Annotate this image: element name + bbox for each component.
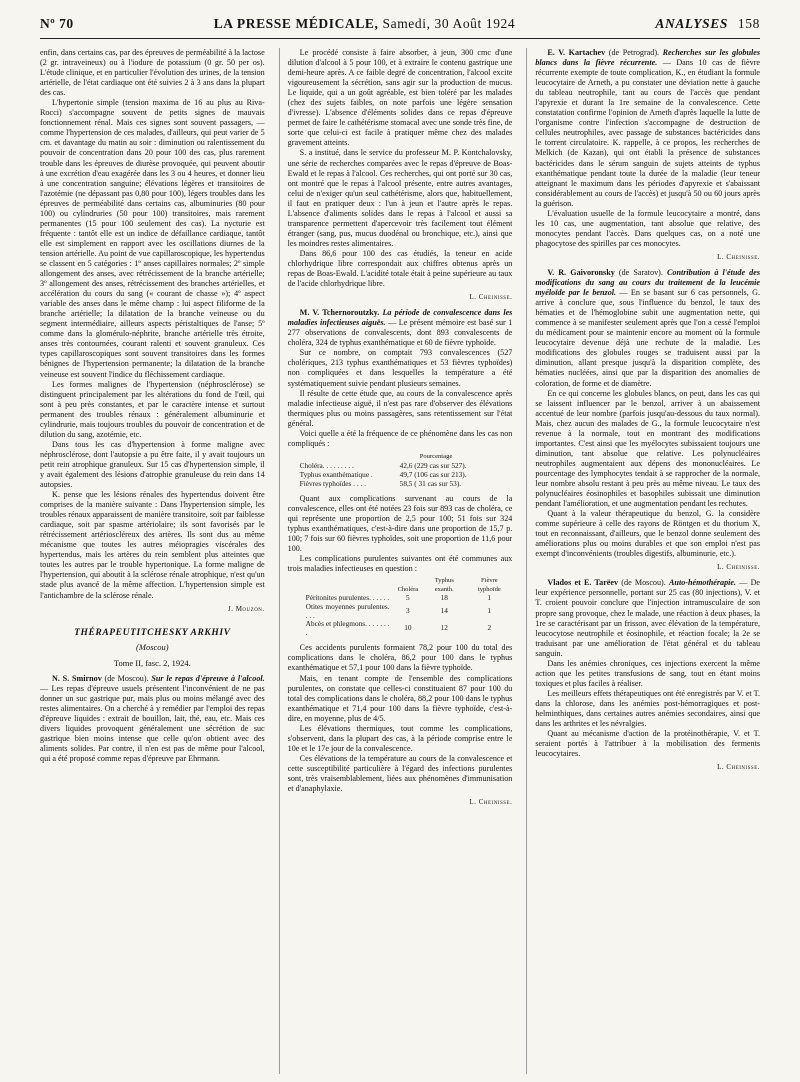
- issue-date: Samedi, 30 Août 1924: [382, 16, 516, 31]
- column-header: Fièvre typhoïde: [477, 577, 501, 593]
- article-gaivoronsky: [535, 268, 760, 389]
- page-header: [40, 16, 760, 39]
- complications-table: [302, 577, 513, 637]
- paragraph: En ce qui concerne les globules blancs, on peut, dans les cas qui se laissent influencer par le benzol, arriver à un abaissement accentué de leur nombre (parfois jusqu'au-dessous du taux normal). Mais, chez aucun des malades de G., la formule leucocytaire n'est revenue à la normale, tout en montrant des modifications importantes. C'est ainsi que les myélocytes subissaient toujours une diminution, tant absolue que relative. Les polynucléaires neutrophiles augmentaient aux dépens des mononucléaires. Le pourcentage des lymphocytes tendait à se rapprocher de la normale, leur nombre absolu restant à peu près au même niveau. Le taux des polynucléaires éosinophiles et basophiles subissait une diminution pendant l'amélioration, et une augmentation pendant les rechutes.: [535, 388, 761, 509]
- article-text: — Les repas d'épreuve usuels présentent l'inconvénient de ne pas donner un suc gastrique pur, mais plus ou moins mélangé avec des restes alimentaires. On a cherché à y remédier par l'emploi des repas d'épreuve liquides : extrait de bouillon, lait, thé, eau, etc. Mais ces divers liquides provoquent généralement une sécrétion de suc gastrique bien moins intense que celle qu'on obtient avec des aliments solides. Par contre, il n'en est pas de même pour l'alcool, qui a été proposé comme repas d'épreuve par Ehrmann.: [40, 683, 265, 764]
- paragraph: Sur ce nombre, on comptait 793 convalescences (527 choléríques, 213 typhus exanthématiques et 53 fièvres typhoïdes) non compliquées et dans lesquelles la température a été systématiquement suivie pendant plusieurs semaines.: [287, 348, 513, 388]
- page-number: 158: [737, 16, 760, 31]
- table-cell: 14: [440, 606, 448, 616]
- table-row: [302, 603, 513, 620]
- paragraph: Les formes malignes de l'hypertension (néphrosclérose) se distinguent principalement par les altérations du fond de l'œil, qui sont à peu près constantes, et par le caractère intense et surtout permanent des troubles rénaux : généralement albuminurie et cylindrurie, mais toujours troubles du pouvoir de concentration et de dilution du sang, azotémie, etc.: [40, 379, 265, 439]
- article-smirnov: [40, 674, 265, 764]
- paragraph: Dans 86,6 pour 100 des cas étudiés, la teneur en acide chlorhydrique libre correspondait aux chiffres obtenus après un repas de Boas-Ewald. L'acidité totale était à peine supérieure au taux de l'acide chlorhydrique libre.: [287, 248, 513, 289]
- paragraph: Quant aux complications survenant au cours de la convalescence, elles ont été notées 23 fois sur 893 cas de choléra, ce qui représente une proportion de 2,5 pour 100; 51 fois sur 324 typhus exanthématiques, c'est-à-dire dans une proportion de 15,7 p. 100; 7 fois sur 60 fièvres typhoïdes, soit une proportion de 11,6 pour 100.: [287, 493, 513, 554]
- journal-name: LA PRESSE MÉDICALE,: [213, 16, 379, 31]
- column-2: [279, 48, 513, 1074]
- table-row: [302, 620, 513, 637]
- journal-heading: THÉRAPEUTITCHESKY ARKHIV: [74, 627, 231, 638]
- article-text: — Le présent mémoire est basé sur 1 277 observations de convalescents, dont 893 convalescents de choléra, 324 de typhus exanthématique et 60 de fièvre typhoïde.: [287, 318, 513, 348]
- signature: L. Cheinisse.: [717, 252, 761, 261]
- table-row: [300, 479, 513, 488]
- signature: L. Cheinisse.: [469, 798, 513, 807]
- section-header: [655, 16, 760, 32]
- article-vlados: [535, 578, 760, 658]
- signature: J. Mouzon.: [227, 604, 265, 613]
- article-author: M. V. Tchernoroutzky.: [299, 308, 380, 318]
- paragraph: Les complications purulentes suivantes ont été communes aux trois maladies infectieuses en question :: [287, 554, 513, 574]
- column-header: Typhus exanth.: [434, 577, 454, 593]
- paragraph: S. a institué, dans le service du professeur M. P. Kontchalovsky, une série de recherches comparées avec le repas d'épreuve de Boas-Ewald et le repas à l'alcool. Ces recherches, qui ont porté sur 30 cas, ont montré que le repas à l'alcool présente, entre autres avantages, celui de n'exiger qu'un seul cathétérisme, alors que, habituellement, il faut en pratiquer deux : l'un à jeun et l'autre après le repas. L'absence d'aliments solides dans le repas à l'alcool et aussi sa transparence permettent d'apercevoir très facilement tout élément étranger (sang, pus, mucus duodénal ou bronchique, etc.), ainsi que les moindres restes alimentaires.: [287, 148, 513, 248]
- signature: L. Cheinisse.: [717, 563, 761, 572]
- article-kartachev: [535, 48, 760, 209]
- article-place: (de Saratov).: [618, 267, 663, 277]
- signature: L. Cheinisse.: [717, 763, 761, 772]
- table-cell: 1: [487, 593, 492, 603]
- table-cell: 12: [440, 623, 448, 633]
- column-1: [40, 48, 265, 1074]
- article-author: Vlados et E. Tarëev: [547, 578, 619, 588]
- section-name: ANALYSES: [655, 16, 728, 31]
- article-title: Auto-hémothérapie.: [669, 578, 737, 588]
- paragraph: Dans les anémies chroniques, ces injections exercent la même action que les petites transfusions de sang, tout en étant moins toxiques et plus faciles à réaliser.: [535, 658, 761, 688]
- row-label: Abcès et phlegmons. . . . . . . .: [305, 619, 390, 637]
- column-header: [302, 577, 394, 594]
- table-header-row: [302, 577, 513, 594]
- paragraph: enfin, dans certains cas, par des épreuves de perméabilité à la lactose (2 gr. intraveineux) ou à l'iodure de potassium (0 gr. 50 per os). L'étude clinique, et en particulier l'évolution des urines, de la tension artérielle, de l'état cardiaque ont été suivies 2 à 3 ans dans la plupart des cas.: [40, 48, 265, 98]
- paragraph: Ces accidents purulents formaient 78,2 pour 100 du total des complications dans le choléra, 86,2 pour 100 dans le typhus exanthématique et 57,1 pour 100 dans la fièvre typhoïde.: [287, 643, 513, 673]
- article-author: V. R. Gaivoronsky: [547, 267, 615, 277]
- article-title: Contribution à l'étude des modifications du sang au cours du traitement de la leucémie myéloïde par le benzol.: [535, 267, 761, 298]
- article-place: (de Petrograd).: [608, 48, 660, 57]
- article-author: N. S. Smirnov: [52, 673, 102, 683]
- row-label: Péritonites purulentes. . . . . .: [305, 593, 390, 603]
- article-text: — En se basant sur 6 cas personnels, G. arrive à conclure que, sous l'influence du benzol, le taux des hématies et de l'hémoglobine subit une augmentation nette, qui commence à se manifester seulement après que l'on a cessé l'emploi du médicament pour se maintenir encore au moment où la formule leucocytaire devenue déjà une rechute de la maladie. Les modifications des globules rouges se traduisent aussi par la diminution, allant presque jusqu'à la disparition complète, des hématies nucléées, ainsi que par la disparition des anomalies de coloration, de forme et de diamètre.: [535, 288, 761, 388]
- issue-number: Nº 70: [40, 16, 74, 31]
- paragraph: Il résulte de cette étude que, au cours de la convalescence après maladie infectieuse aiguë, il n'est pas rare d'observer des élévations thermiques plus ou moins passagères, sans retentissement sur l'état général.: [287, 388, 513, 428]
- paragraph: Les élévations thermiques, tout comme les complications, s'observent, dans la plupart des cas, à la période comprise entre le 10e et le 17e jour de la convalescence.: [287, 723, 513, 753]
- table-cell: 18: [440, 593, 448, 603]
- article-place: (de Moscou).: [104, 673, 149, 683]
- paragraph: Quant à la valeur thérapeutique du benzol, G. la considère comme supérieure à celle des rayons de Röntgen et du thorium X, tout en reconnaissant, d'ailleurs, que le benzol donne seulement des améliorations plus ou moins durables et que son emploi n'est pas exempt d'inconvénients (troubles digestifs, albuminurie, etc.).: [535, 509, 761, 559]
- row-label: Typhus exanthématique .: [299, 469, 373, 479]
- row-label: Choléra. . . . . . . . .: [299, 460, 354, 470]
- row-value: 58,5 ( 31 cas sur 53).: [399, 478, 462, 488]
- journal-title: [214, 16, 516, 32]
- paragraph: L'évaluation usuelle de la formule leucocytaire a montré, dans les 10 cas, une augmentation, tant absolue que relative, des monocytes pendant l'accès. Dans quelques cas, on a noté une phagocytose des spirilles par ces monocytes.: [535, 208, 761, 248]
- paragraph: K. pense que les lésions rénales des hypertendus doivent être comprises de la manière suivante : Dans l'hypertension simple, les troubles rénaux apparaissent de manière transitoire, soit par faiblesse cardiaque, soit par spasme artériolaire; ils sont favorisés par le rétrécissement artérioscléreux des artères. Ils sont dus au même mécanisme que toutes les autres méiopragies viscérales des hypertendus, mais les artères du rein semblent plus atteintes que toutes les autres par le trouble hypertonique. La forme maligne de l'hypertension, qui aboutit à la sclérose rénale atrophique, n'est qu'un stade plus avancé de la même affection. L'hypertension simple est l'antichambre de la sclérose rénale.: [40, 490, 265, 600]
- paragraph: Mais, en tenant compte de l'ensemble des complications purulentes, on constate que celles-ci constituaient 87 pour 100 du total des complications dans le choléra, 88,2 pour 100 dans le typhus exanthématique et 71,4 pour 100 dans la fièvre typhoïde, c'est-à-dire, en moyenne, plus de 4/5.: [287, 673, 513, 723]
- frequency-caption: Pourcentage: [419, 452, 453, 460]
- paragraph: Les meilleurs effets thérapeutiques ont été enregistrés par V. et T. dans la chlorose, dans les anémies post-hémorragiques et post-helminthiques, dans certaines autres anémies secondaires, ainsi que dans les arthrites et les névralgies.: [535, 688, 761, 729]
- row-label: Otites moyennes purulentes. . . .: [305, 601, 390, 620]
- article-tchernoroutzky: [288, 308, 513, 348]
- article-author: E. V. Kartachev: [547, 48, 606, 57]
- table-row: [300, 461, 513, 470]
- column-header: Choléra: [397, 585, 419, 593]
- column-3: [526, 48, 760, 1074]
- journal-city: (Moscou): [136, 641, 169, 652]
- table-cell: 5: [406, 593, 410, 603]
- paragraph: Voici quelle a été la fréquence de ce phénomène dans les cas non compliqués :: [287, 428, 513, 448]
- paragraph: Dans tous les cas d'hypertension à forme maligne avec néphrosclérose, dont l'autopsie a pu être faite, il y avait toujours un petit rein atrophique granuleux. Sur 15 cas d'hypertension simple, il y avait également des lésions d'atrophie granuleuse du rein dans 14 autopsies.: [40, 439, 265, 490]
- paragraph: Le procédé consiste à faire absorber, à jeun, 300 cmc d'une dilution d'alcool à 5 pour 100, et à extraire le contenu gastrique une demi-heure après. A ce faible degré de concentration, l'alcool excite vigoureusement la sécrétion, sans agir sur la production de mucus. Le liquide, qui a un goût agréable, est bien toléré par les malades (chez des sujets faibles, on note parfois une légère sensation d'ivresse). L'absence d'éléments solides dans ce repas d'épreuve permet de faire le cathétérisme stomacal avec une sonde très fine, de sorte que celui-ci est facile à pratiquer même chez des malades gravement atteints.: [287, 48, 513, 148]
- table-row: [300, 470, 513, 479]
- row-label: Fièvres typhoïdes . . . .: [299, 478, 366, 488]
- text-columns: [40, 48, 760, 1074]
- paragraph: Ces élévations de la température au cours de la convalescence et cette susceptibilité particulière à l'égard des infections purulentes sont, très vraisemblablement, liées aux phénomènes d'immunisation et d'anaphylaxie.: [287, 753, 513, 794]
- table-cell: 3: [406, 606, 410, 616]
- article-title: Sur le repas d'épreuve à l'alcool.: [151, 673, 265, 683]
- article-place: (de Moscou).: [621, 578, 666, 588]
- paragraph: L'hypertonie simple (tension maxima de 16 au plus au Riva-Rocci) s'accompagne souvent de petits signes de mauvais fonctionnement rénal. Mais ces signes sont souvent passagers, — comme l'hypertension de ces malades, d'ailleurs, qui peut varier de 5 cm. et davantage du matin au soir : diminution ou ralentissement du pouvoir de concentration dans 20 pour 100 des cas, plus rarement trouble dans les épreuves de diurèse provoquée, qui peuvent aboutir à une excrétion d'eau exagérée dans les 3 ou 4 heures, et donner lieu à une concentration sanguine; élévations légères et transitoires de l'azotémie (ne dépassant pas 0,80 pour 100), légers troubles dans les épreuves de perméabilité dans certains cas, albuminuries (80 pour 100) ou cylindruries (50 pour 100) transitoires, mais rarement permanentes (15 pour 100 seulement des cas). La nycturie est fréquente : tantôt elle est un indice de défaillance cardiaque, tantôt elle est simplement en rapport avec les oscillations diurnes de la tension artérielle. Au point de vue capillaroscopique, les hypertendus se classent en 5 catégories : 1º anses capillaires normales; 2º simple allongement des anses, avec rétrécissement de la branche artérielle; 3º allongement des anses, rétrécissement des branches artérielles, et accélération du cours du sang (« courant de chasse »); 4º aspect variable des anses dans le même champ : lui aspect filiforme de la branche artérielle; la dilatation de la branche veineuse ou du segment intermédiaire, ailleurs aspects péristaltiques de l'anse; 5º comme dans la glomérulo-néphrite, branche artérielle très étroite, anses très contournées, courant ralenti et souvent granuleux. Ces types capillaroscopiques sont souvent transitoires dans les formes bénignes de l'hypertension permanente; la dilatation de la branche veineuse est souvent l'indice du fléchissement cardiaque.: [40, 98, 265, 379]
- article-text: — De leur expérience personnelle, portant sur 25 cas (80 injections), V. et T. croient pouvoir conclure que l'injection intramusculaire de son propre sang provoque, chez le malade, une réaction à deux phases, la 1re se caractérisant par un frisson, avec élévation de la température, leucocytose neutrophile et éosinophile, et réaction focale; la 2e se traduisant par une amélioration de l'état général et du tableau sanguin.: [535, 578, 761, 658]
- frequency-table: [300, 452, 513, 488]
- article-title: Recherches sur les globules blancs dans la fièvre récurrente.: [535, 48, 761, 68]
- journal-issue: Tome II, fasc. 2, 1924.: [113, 657, 191, 668]
- article-text: — Dans 10 cas de fièvre récurrente exempte de toute complication, K., en étudiant la formule leucocytaire de Arneth, a pu constater une déviation nette à gauche du tableau neutrophile, tant au cours de l'accès que pendant l'apyrexie et durant la 1re semaine de la convalescence. Cette constatation confirme l'opinion de Arneth d'après laquelle la lutte de l'organisme contre l'infection s'accompagne de destruction de cellules neutrophiles, avec passage de substances bactéricides dans le torrent circulatoire. K. rappelle, à ce propos, les recherches de Melkich (de Kazan), qui ont établi la présence de substances bactéricides dans le sérum sanguin de sujets atteints de typhus exanthématique pendant toute la durée de la maladie (leur teneur atteignant le maximum dans les périodes d'apyrexie et s'abaissant considérablement au cours de l'accès) et jusqu'à 50 ou 60 jours après la guérison.: [535, 58, 761, 208]
- signature: L. Cheinisse.: [469, 293, 513, 302]
- article-title: La période de convalescence dans les maladies infectieuses aiguës.: [287, 308, 513, 328]
- paragraph: Quant au mécanisme d'action de la protéinothérapie, V. et T. seraient portés à l'attribuer à la mobilisation des ferments leucocytaires.: [535, 729, 761, 759]
- row-value: 42,6 (229 cas sur 527).: [399, 460, 467, 470]
- table-cell: 1: [487, 606, 492, 616]
- table-cell: 2: [487, 623, 492, 633]
- row-value: 49,7 (106 cas sur 213).: [399, 469, 467, 479]
- table-cell: 10: [404, 623, 412, 633]
